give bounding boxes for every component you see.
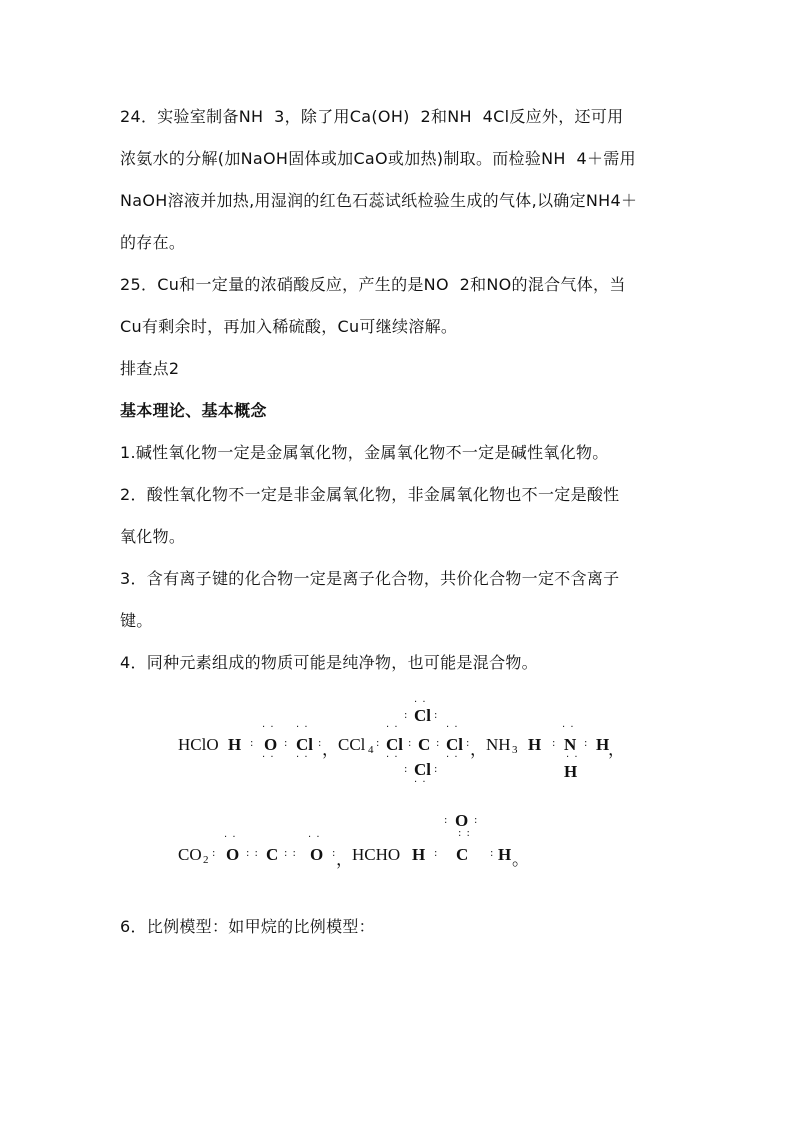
electron-dots: : <box>404 710 409 721</box>
comma: ， <box>336 850 353 869</box>
nh3-subscript: 3 <box>512 744 518 756</box>
nh3-label: NH <box>486 735 511 754</box>
electron-dots: : <box>444 815 449 826</box>
electron-dots: : <box>434 848 439 859</box>
electron-dots: · · <box>224 832 237 843</box>
hclo-o: O <box>264 735 278 754</box>
electron-dots: : <box>434 710 439 721</box>
electron-dots: · · <box>566 752 579 763</box>
nh3-h-right: H <box>596 735 610 754</box>
item-6: 6．比例模型：如甲烷的比例模型： <box>120 917 375 936</box>
nh3-n: N <box>564 735 577 754</box>
hcho-c: C <box>456 845 469 864</box>
electron-dots: · · <box>414 697 427 708</box>
hcho-h-left: H <box>412 845 426 864</box>
item-3b: 键。 <box>120 611 153 630</box>
co2-o-right: O <box>310 845 324 864</box>
text-line-25b: Cu有剩余时，再加入稀硫酸，Cu可继续溶解。 <box>120 317 458 336</box>
electron-dots: · · <box>296 722 309 733</box>
comma: ， <box>608 740 625 759</box>
section-label: 排查点2 <box>120 359 180 378</box>
electron-dots: · · <box>414 777 427 788</box>
text-line-24c: NaOH溶液并加热,用湿润的红色石蕊试纸检验生成的气体,以确定NH4＋ <box>120 191 638 210</box>
electron-dots: · · <box>446 722 459 733</box>
electron-dots: · · <box>386 722 399 733</box>
hclo-h: H <box>228 735 242 754</box>
electron-dots: : <box>466 738 471 749</box>
co2-o-left: O <box>226 845 240 864</box>
co2-label: CO <box>178 845 202 864</box>
comma: ， <box>470 740 487 759</box>
hclo-cl: Cl <box>296 735 313 754</box>
electron-dots: · · <box>446 752 459 763</box>
period: 。 <box>512 850 529 869</box>
ccl4-c: C <box>418 735 431 754</box>
electron-dots: : <box>318 738 323 749</box>
electron-dots: : <box>552 738 557 749</box>
electron-dots: : <box>332 848 337 859</box>
co2-c: C <box>266 845 279 864</box>
item-4: 4．同种元素组成的物质可能是纯净物，也可能是混合物。 <box>120 653 538 672</box>
electron-dots: · · <box>262 752 275 763</box>
electron-dots: · · <box>296 752 309 763</box>
electron-dots: : : <box>284 848 297 859</box>
text-line-24b: 浓氨水的分解(加NaOH固体或加CaO或加热)制取。而检验NH 4＋需用 <box>120 149 636 168</box>
electron-dots: : <box>404 764 409 775</box>
ccl4-cl-left: Cl <box>386 735 403 754</box>
ccl4-cl-top: Cl <box>414 706 431 725</box>
nh3-h-bottom: H <box>564 762 578 781</box>
hclo-label: HClO <box>178 735 219 754</box>
electron-dots: : <box>212 848 217 859</box>
ccl4-label: CCl <box>338 735 366 754</box>
electron-dots: : <box>434 764 439 775</box>
electron-dots: · · <box>386 752 399 763</box>
section-heading: 基本理论、基本概念 <box>120 401 267 420</box>
electron-dots: : <box>490 848 495 859</box>
electron-dots: : <box>284 738 289 749</box>
electron-dots: : <box>436 738 441 749</box>
item-1: 1.碱性氧化物一定是金属氧化物，金属氧化物不一定是碱性氧化物。 <box>120 443 609 462</box>
hcho-label: HCHO <box>352 845 401 864</box>
ccl4-subscript: 4 <box>368 744 374 756</box>
electron-dots: : <box>250 738 255 749</box>
electron-dots: : <box>584 738 589 749</box>
text-line-25a: 25．Cu和一定量的浓硝酸反应，产生的是NO 2和NO的混合气体，当 <box>120 275 626 294</box>
item-2a: 2．酸性氧化物不一定是非金属氧化物，非金属氧化物也不一定是酸性 <box>120 485 620 504</box>
hcho-o: O <box>455 811 469 830</box>
text-line-24d: 的存在。 <box>120 233 186 252</box>
comma: ， <box>322 740 339 759</box>
electron-dots: : : <box>458 828 471 839</box>
co2-subscript: 2 <box>203 854 209 866</box>
electron-dots: · · <box>308 832 321 843</box>
electron-dots: : <box>408 738 413 749</box>
electron-dots: · · <box>562 722 575 733</box>
item-2b: 氧化物。 <box>120 527 186 546</box>
ccl4-cl-bottom: Cl <box>414 760 431 779</box>
electron-dots: : <box>474 815 479 826</box>
ccl4-cl-right: Cl <box>446 735 463 754</box>
nh3-h-left: H <box>528 735 542 754</box>
hcho-h-right: H <box>498 845 512 864</box>
electron-dots: · · <box>262 722 275 733</box>
item-3a: 3．含有离子键的化合物一定是离子化合物，共价化合物一定不含离子 <box>120 569 620 588</box>
electron-dots: : <box>376 738 381 749</box>
text-line-24a: 24．实验室制备NH 3，除了用Ca(OH) 2和NH 4Cl反应外，还可用 <box>120 107 624 126</box>
electron-dots: : : <box>246 848 259 859</box>
